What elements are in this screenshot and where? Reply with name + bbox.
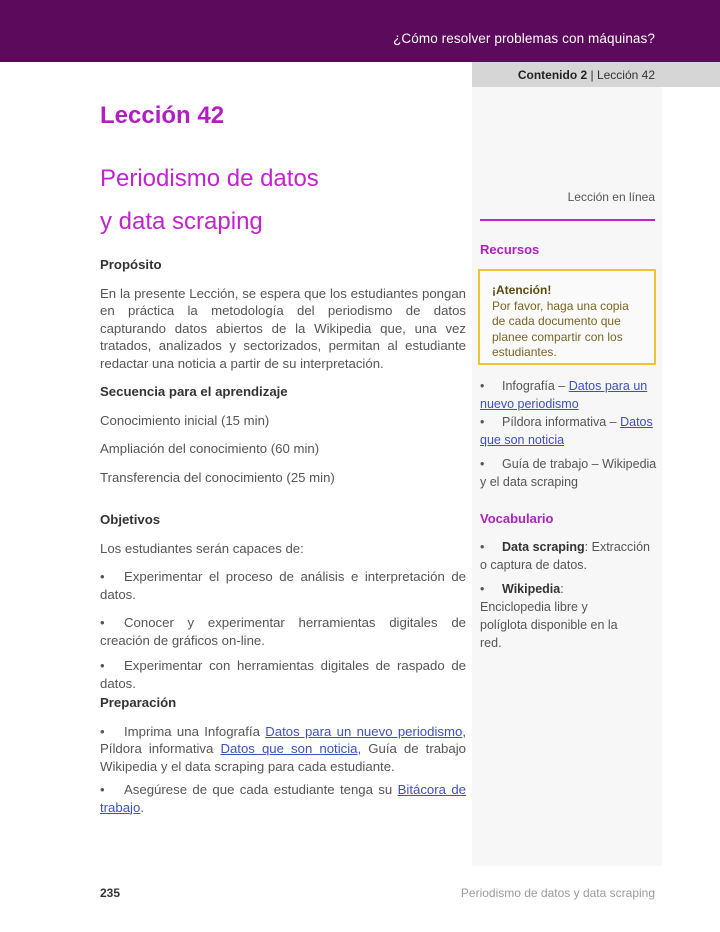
- preparacion-heading: Preparación: [100, 695, 177, 710]
- online-lesson-label: Lección en línea: [567, 190, 655, 204]
- link-pildora[interactable]: Datos que son noticia: [220, 741, 358, 756]
- recurso-item: • Píldora informativa – Datos que son noticia: [480, 415, 653, 447]
- sidebar-divider: [480, 219, 655, 221]
- preparacion-item: • Asegúrese de que cada estudiante tenga su Bitácora de trabajo.: [100, 782, 466, 815]
- lesson-title-line1: Periodismo de datos: [100, 165, 319, 192]
- secuencia-heading: Secuencia para el aprendizaje: [100, 384, 288, 399]
- recursos-list: [480, 377, 658, 491]
- link-pildora-sidebar[interactable]: Datos que son noticia: [480, 415, 653, 447]
- vocab-term: Data scraping: [502, 540, 585, 554]
- link-bitacora[interactable]: Bitácora de trabajo: [100, 782, 466, 815]
- objetivo-item: • Conocer y experimentar herramientas digitales de creación de gráficos on-line.: [100, 615, 466, 648]
- header-band: [0, 0, 720, 62]
- recursos-heading: Recursos: [480, 242, 540, 257]
- secuencia-item: Ampliación del conocimiento (60 min): [100, 441, 320, 456]
- objetivos-section: [100, 511, 466, 692]
- objetivo-item: • Experimentar con herramientas digitales de raspado de datos.: [100, 658, 466, 691]
- secuencia-section: [100, 383, 466, 486]
- vocabulario-heading: Vocabulario: [480, 511, 554, 526]
- page-number: 235: [100, 886, 121, 900]
- lesson-title: [100, 157, 460, 243]
- objetivos-intro: Los estudiantes serán capaces de:: [100, 540, 304, 556]
- bullet-icon: •: [100, 723, 105, 739]
- secuencia-item: Transferencia del conocimiento (25 min): [100, 469, 335, 485]
- breadcrumb-lesson: Lección 42: [596, 68, 655, 82]
- attention-title: ¡Atención!: [492, 283, 552, 297]
- objetivo-item: • Experimentar el proceso de análisis e interpretación de datos.: [100, 569, 466, 602]
- bullet-icon: •: [100, 658, 105, 673]
- course-title: ¿Cómo resolver problemas con máquinas?: [393, 31, 655, 46]
- bullet-icon: •: [480, 379, 485, 393]
- breadcrumb-separator: |: [587, 68, 597, 82]
- proposito-section: [100, 256, 466, 372]
- lesson-number: Lección 42: [100, 102, 225, 129]
- bullet-icon: •: [100, 615, 105, 630]
- vocab-item: • Wikipedia: Enciclopedia libre y políglota disponible en la red.: [480, 582, 618, 650]
- proposito-heading: Propósito: [100, 257, 162, 272]
- bullet-icon: •: [480, 457, 485, 471]
- breadcrumb-bar: [472, 62, 720, 87]
- vocab-item: • Data scraping: Extracción o captura de datos.: [480, 540, 650, 572]
- recurso-item: • Infografía – Datos para un nuevo periodismo: [480, 379, 648, 411]
- bullet-icon: •: [480, 540, 485, 554]
- vocabulario-list: [480, 538, 658, 652]
- secuencia-item: Conocimiento inicial (15 min): [100, 412, 270, 428]
- lesson-title-line2: y data scraping: [100, 208, 263, 235]
- link-infografia-sidebar[interactable]: Datos para un nuevo periodismo: [480, 379, 648, 411]
- footer-title: Periodismo de datos y data scraping: [460, 886, 655, 900]
- vocab-term: Wikipedia: [502, 582, 561, 596]
- breadcrumb: [518, 68, 655, 82]
- objetivos-heading: Objetivos: [100, 512, 161, 527]
- bullet-icon: •: [480, 415, 485, 429]
- bullet-icon: •: [100, 569, 105, 584]
- recurso-item: • Guía de trabajo – Wikipedia y el data scraping: [480, 457, 657, 489]
- breadcrumb-content: Contenido 2: [517, 68, 588, 82]
- preparacion-item: • Imprima una Infografía Datos para un nuevo periodismo, Píldora informativa Datos que son noticia, Guía de trabajo Wikipedia y el data scraping para cada estudiante.: [100, 723, 466, 774]
- attention-text: Por favor, haga una copia de cada documento que planee compartir con los estudiantes.: [492, 298, 629, 359]
- proposito-text: En la presente Lección, se espera que los estudiantes pongan en práctica la metodología del periodismo de datos capturando datos abiertos de la Wikipedia que, una vez tratados, analizados y sectorizados, permitan al estudiante redactar una noticia a partir de su interpretación.: [100, 285, 466, 371]
- bullet-icon: •: [480, 582, 485, 596]
- attention-box: [478, 269, 656, 365]
- preparacion-section: [100, 694, 466, 816]
- bullet-icon: •: [100, 782, 105, 797]
- link-infografia[interactable]: Datos para un nuevo periodismo: [265, 723, 463, 739]
